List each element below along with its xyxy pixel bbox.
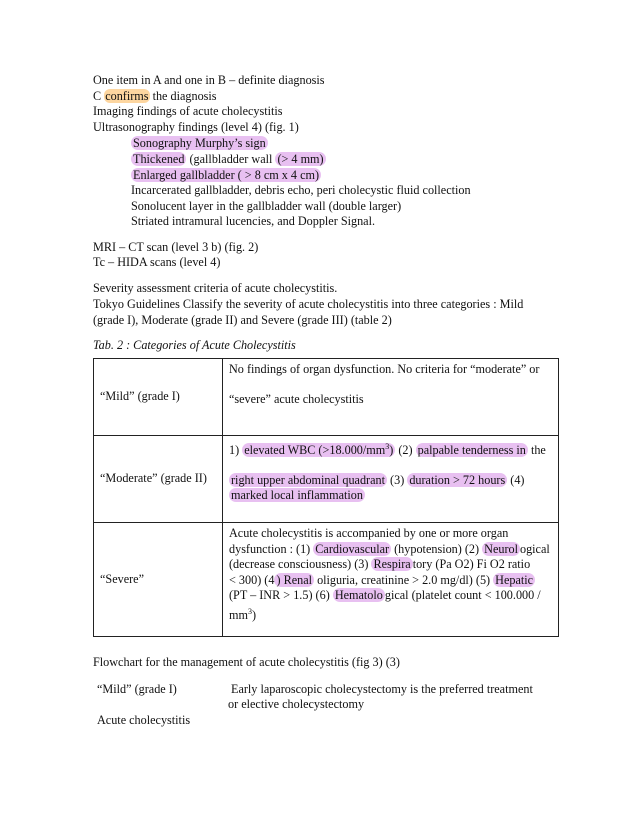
severe-desc-2: [229, 542, 552, 558]
highlight-cardiovascular: Cardiovascular: [315, 541, 390, 556]
moderate-label-text: “Moderate” (grade II): [100, 471, 207, 486]
highlight-murphy: Sonography Murphy’s sign: [133, 136, 266, 150]
flow-acute: Acute cholecystitis: [97, 713, 191, 727]
moderate-label: [94, 436, 223, 523]
mild-label-text: “Mild” (grade I): [100, 389, 180, 404]
us-item-2: [131, 152, 326, 167]
mod-a-post: the: [527, 443, 546, 458]
highlight-renal: ) Renal: [276, 572, 313, 587]
categories-table: [93, 358, 559, 637]
mod-a-mid: (2): [395, 443, 416, 458]
highlight-4mm: (> 4 mm): [277, 152, 324, 166]
highlight-quadrant: right upper abdominal quadrant: [231, 472, 385, 487]
highlight-inflammation: marked local inflammation: [231, 488, 363, 503]
row-mild: [94, 359, 559, 436]
moderate-desc: [223, 436, 559, 523]
highlight-hematolo: Hematolo: [334, 588, 383, 602]
mod-a-sup: 3: [385, 442, 390, 451]
mild-label: [94, 359, 223, 436]
highlight-respira: Respira: [373, 557, 411, 571]
moderate-desc-2: [229, 473, 552, 489]
hida-line: Tc – HIDA scans (level 4): [93, 255, 221, 269]
sev-3-pre: (decrease consciousness) (3): [229, 557, 372, 571]
highlight-hepatic: Hepatic: [495, 572, 534, 587]
sev-6: mm: [229, 607, 248, 622]
sev-6-post: ): [251, 607, 257, 622]
mod-b-post: (4): [507, 472, 525, 487]
severe-desc-3: [229, 557, 552, 573]
severe-label-text: “Severe”: [100, 571, 144, 586]
flowchart-heading: Flowchart for the management of acute cholecystitis (fig 3) (3): [93, 655, 400, 669]
tokyo-line-2: (grade I), Moderate (grade II) and Severe (grade III) (table 2): [93, 313, 392, 327]
intro-line-2-pre: C: [93, 89, 105, 103]
severity-heading: Severity assessment criteria of acute cholecystitis.: [93, 281, 338, 295]
sev-2-mid: (hypotension) (2): [391, 541, 483, 556]
sev-2-post: ogical: [519, 541, 550, 556]
severe-desc-5: [229, 588, 552, 604]
sev-5-pre: (PT – INR > 1.5) (6): [229, 588, 333, 602]
mild-desc: [223, 359, 559, 436]
us-heading: Ultrasonography findings (level 4) (fig. 1): [93, 120, 299, 134]
mild-desc-2: “severe” acute cholecystitis: [229, 391, 364, 406]
us-item-1: [131, 136, 268, 151]
intro-line-2-post: the diagnosis: [149, 89, 217, 103]
severe-desc-4: [229, 573, 552, 589]
us-item-2-mid: (gallbladder wall: [186, 152, 276, 166]
sev-2-pre: dysfunction : (1): [229, 541, 314, 556]
mod-a-pre: 1): [229, 443, 243, 458]
severe-desc: [223, 523, 559, 637]
row-severe: [94, 523, 559, 637]
us-item-5: Sonolucent layer in the gallbladder wall (double larger): [131, 199, 402, 213]
tokyo-line-1: Tokyo Guidelines Classify the severity of acute cholecystitis into three categories : Mild: [93, 297, 524, 311]
severe-label: [94, 523, 223, 637]
moderate-desc-1: [229, 439, 552, 459]
sev-3-post: tory (Pa O2) Fi O2 ratio: [412, 557, 531, 571]
highlight-neurol: Neurol: [484, 541, 518, 556]
sev-4-pre: < 300) (4: [229, 572, 275, 587]
mild-desc-1: No findings of organ dysfunction. No criteria for “moderate” or: [229, 362, 540, 376]
us-item-6: Striated intramural lucencies, and Doppler Signal.: [131, 214, 376, 228]
intro-line-2: [93, 89, 217, 104]
imaging-heading: Imaging findings of acute cholecystitis: [93, 104, 283, 118]
table-caption: Tab. 2 : Categories of Acute Cholecystitis: [93, 338, 296, 352]
highlight-wbc: [242, 443, 395, 457]
severe-desc-1: Acute cholecystitis is accompanied by one or more organ: [229, 526, 509, 540]
mri-line: MRI – CT scan (level 3 b) (fig. 2): [93, 240, 259, 254]
highlight-tenderness: palpable tenderness in: [417, 443, 526, 458]
highlight-thickened: Thickened: [133, 152, 185, 166]
intro-line-1: One item in A and one in B – definite diagnosis: [93, 73, 325, 87]
flow-mild: “Mild” (grade I): [97, 682, 177, 696]
flow-recommendation-2: or elective cholecystectomy: [228, 697, 365, 711]
row-moderate: [94, 436, 559, 523]
highlight-enlarged: Enlarged gallbladder ( > 8 cm x 4 cm): [133, 168, 320, 182]
sev-4-mid: oliguria, creatinine > 2.0 mg/dl) (5): [314, 572, 494, 587]
severe-desc-6: [229, 604, 552, 624]
moderate-desc-3: [229, 488, 552, 504]
flow-recommendation-1: Early laparoscopic cholecystectomy is the preferred treatment: [231, 682, 533, 696]
sev-5-post: gical (platelet count < 100.000 /: [384, 588, 541, 602]
highlight-duration: duration > 72 hours: [409, 472, 506, 487]
mod-a-hl: elevated WBC (>18.000/mm: [244, 443, 386, 458]
sev-6-sup: 3: [247, 606, 252, 616]
us-item-4: Incarcerated gallbladder, debris echo, peri cholecystic fluid collection: [131, 183, 471, 197]
mod-b-mid: (3): [387, 472, 408, 487]
us-item-3: [131, 168, 321, 183]
mod-a-hl-end: ): [389, 443, 394, 458]
highlight-confirms: confirms: [105, 89, 149, 103]
